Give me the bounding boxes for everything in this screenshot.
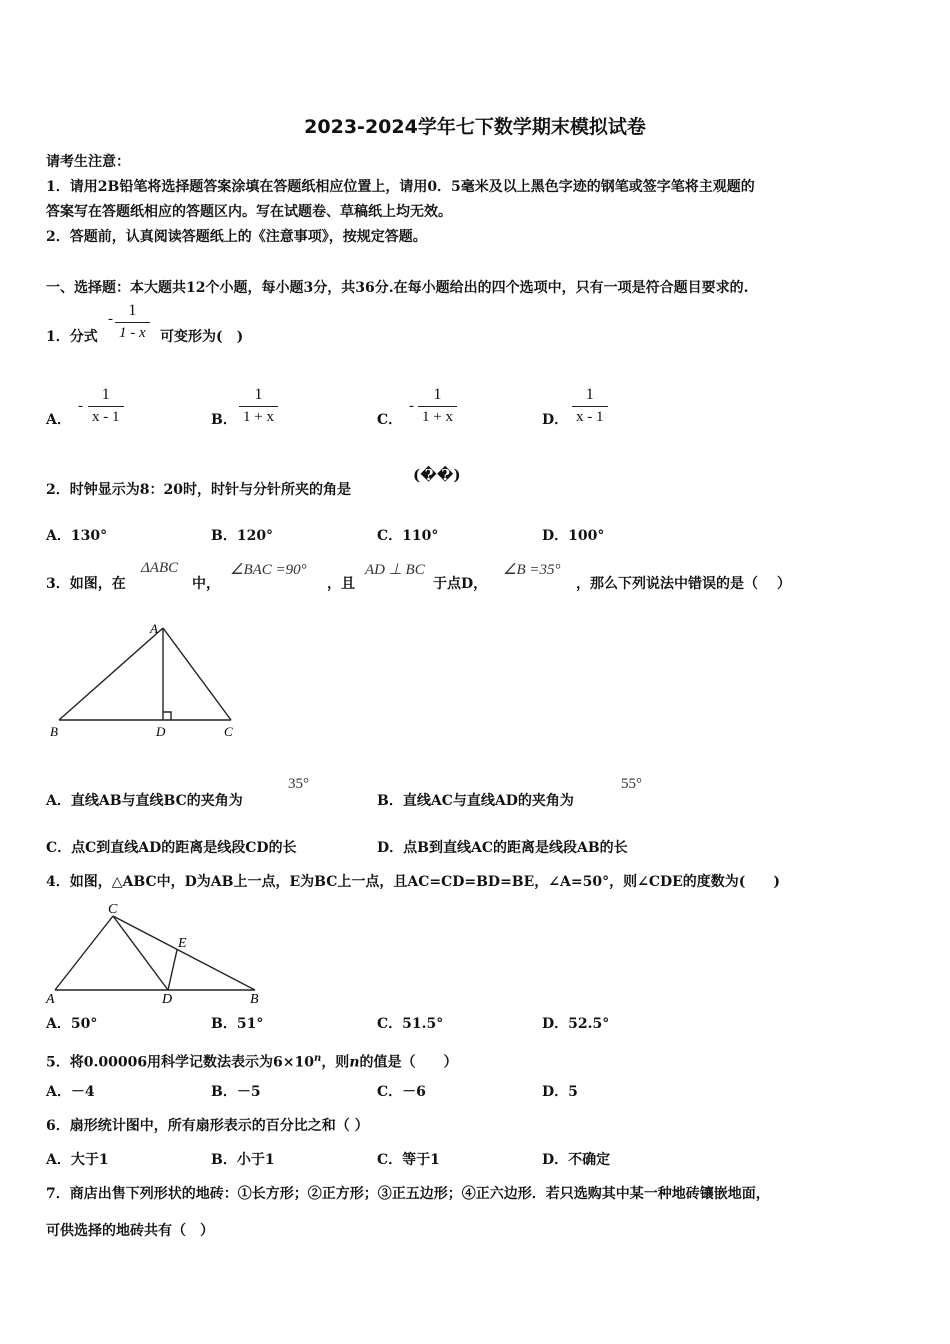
q3-text-3: ，且 — [327, 576, 355, 592]
q3-option-b[interactable]: B．直线AC与直线AD的夹角为 — [377, 793, 574, 809]
q1-option-b-label[interactable]: B． — [211, 412, 237, 428]
q3-segment-ab — [59, 628, 163, 720]
q3-label-b: B — [50, 724, 58, 739]
q1-option-c-num: 1 — [418, 384, 457, 407]
q3-text-1: 3．如图，在 — [46, 576, 126, 592]
q5-stem-3: 的值是（ ） — [359, 1054, 458, 1071]
q1-option-a-fraction[interactable] — [88, 384, 124, 427]
q6-option-d[interactable]: D．不确定 — [542, 1152, 611, 1168]
q3-option-a[interactable]: A．直线AB与直线BC的夹角为 — [46, 793, 243, 809]
q1-option-b-den: 1 + x — [243, 409, 274, 425]
q3-triangle-figure — [44, 618, 254, 742]
q6-option-b[interactable]: B．小于1 — [211, 1152, 275, 1168]
q1-minus: - — [108, 311, 113, 327]
q5-option-d[interactable]: D．5 — [542, 1084, 578, 1100]
q1-suffix: 可变形为( ) — [160, 329, 244, 345]
q3-segment-ac — [163, 628, 231, 720]
q1-option-c-minus: - — [409, 398, 414, 414]
q1-option-b-fraction[interactable] — [239, 384, 278, 427]
q4-segment-de — [168, 950, 177, 990]
q1-numerator: 1 — [115, 300, 150, 323]
q3-label-a: A — [150, 621, 158, 636]
q3-text-5: ，那么下列说法中错误的是（ ） — [576, 576, 791, 592]
q5-stem-2: ，则 — [321, 1054, 350, 1071]
page-title: 2023-2024学年七下数学期末模拟试卷 — [304, 116, 646, 138]
q3-option-a-value: 35° — [288, 776, 309, 792]
q1-option-d-num: 1 — [572, 384, 608, 407]
notice-line-3: 2．答题前，认真阅读答题纸上的《注意事项》，按规定答题。 — [46, 229, 427, 245]
q3-math-triangle: ΔABC — [141, 560, 179, 576]
q7-line-2: 可供选择的地砖共有（ ） — [46, 1223, 214, 1239]
q1-option-d-fraction[interactable] — [572, 384, 608, 427]
q4-option-d[interactable]: D．52.5° — [542, 1016, 610, 1032]
q2-option-b[interactable]: B．120° — [211, 528, 274, 544]
q1-option-c-label[interactable]: C． — [377, 412, 403, 428]
q4-option-c[interactable]: C．51.5° — [377, 1016, 444, 1032]
q3-text-2: 中， — [192, 576, 220, 592]
q1-option-a-den: x - 1 — [92, 409, 120, 425]
notice-heading: 请考生注意： — [46, 154, 130, 170]
q6-option-a[interactable]: A．大于1 — [46, 1152, 109, 1168]
q1-prefix: 1．分式 — [46, 329, 98, 345]
q4-segment-cd — [113, 916, 168, 990]
q4-option-b[interactable]: B．51° — [211, 1016, 264, 1032]
q4-option-a[interactable]: A．50° — [46, 1016, 98, 1032]
q2-option-c[interactable]: C．110° — [377, 528, 439, 544]
q4-label-a: A — [46, 992, 55, 1007]
q1-option-a-minus: - — [78, 398, 83, 414]
q3-right-angle-mark — [163, 712, 171, 720]
q5-option-b[interactable]: B．－5 — [211, 1084, 261, 1100]
q1-option-c-den: 1 + x — [422, 409, 453, 425]
q5-stem — [46, 1046, 458, 1076]
q2-stem: 2．时钟显示为8：20时，时针与分针所夹的角是 — [46, 482, 351, 498]
q4-label-e: E — [178, 936, 187, 951]
q3-math-angle-bac: ∠BAC =90° — [230, 562, 307, 578]
q3-text-4: 于点D， — [433, 576, 488, 592]
q5-stem-main: 5．将0.00006用科学记数法表示为6×10 — [46, 1054, 315, 1071]
q6-option-c[interactable]: C．等于1 — [377, 1152, 440, 1168]
q1-denominator: 1 - x — [119, 325, 146, 341]
q5-option-c[interactable]: C．－6 — [377, 1084, 426, 1100]
q4-triangle-figure — [40, 896, 270, 1008]
notice-line-2: 答案写在答题纸相应的答题区内。写在试题卷、草稿纸上均无效。 — [46, 204, 452, 220]
q3-math-angle-b: ∠B =35° — [503, 562, 561, 578]
q2-option-d[interactable]: D．100° — [542, 528, 605, 544]
q1-option-d-den: x - 1 — [576, 409, 604, 425]
q1-option-b-num: 1 — [239, 384, 278, 407]
section-heading: 一、选择题：本大题共12个小题，每小题3分，共36分.在每小题给出的四个选项中，只有一项是符合题目要求的. — [46, 280, 749, 296]
q4-segment-ac — [55, 916, 113, 990]
q5-variable: n — [349, 1054, 360, 1071]
q2-option-a[interactable]: A．130° — [46, 528, 108, 544]
q7-line-1: 7．商店出售下列形状的地砖：①长方形；②正方形；③正五边形；④正六边形．若只选购其中某一种地砖镶嵌地面， — [46, 1186, 770, 1202]
q5-exponent: n — [314, 1053, 322, 1064]
q3-option-c[interactable]: C．点C到直线AD的距离是线段CD的长 — [46, 840, 297, 856]
q3-label-d: D — [156, 724, 166, 739]
q3-label-c: C — [224, 724, 233, 739]
q4-label-d: D — [162, 992, 173, 1007]
q1-option-a-label[interactable]: A． — [46, 412, 71, 428]
q3-option-b-value: 55° — [621, 776, 642, 792]
q6-stem: 6．扇形统计图中，所有扇形表示的百分比之和（ ） — [46, 1118, 369, 1134]
q4-label-c: C — [108, 902, 118, 917]
q5-option-a[interactable]: A．－4 — [46, 1084, 95, 1100]
q4-segment-cb — [113, 916, 255, 990]
q3-option-d[interactable]: D．点B到直线AC的距离是线段AB的长 — [377, 840, 628, 856]
notice-line-1: 1．请用2B铅笔将选择题答案涂填在答题纸相应位置上，请用0．5毫米及以上黑色字迹的钢笔或签字笔将主观题的 — [46, 179, 755, 195]
q4-label-b: B — [250, 992, 259, 1007]
q2-paren: (��) — [413, 466, 461, 484]
q1-option-d-label[interactable]: D． — [542, 412, 569, 428]
q1-fraction — [115, 300, 150, 343]
q1-option-c-fraction[interactable] — [418, 384, 457, 427]
q3-math-perp: AD ⊥ BC — [365, 562, 425, 578]
q1-option-a-num: 1 — [88, 384, 124, 407]
q4-stem: 4．如图，△ABC中，D为AB上一点，E为BC上一点，且AC=CD=BD=BE，∠A=50°，则∠CDE的度数为( ) — [46, 874, 781, 890]
